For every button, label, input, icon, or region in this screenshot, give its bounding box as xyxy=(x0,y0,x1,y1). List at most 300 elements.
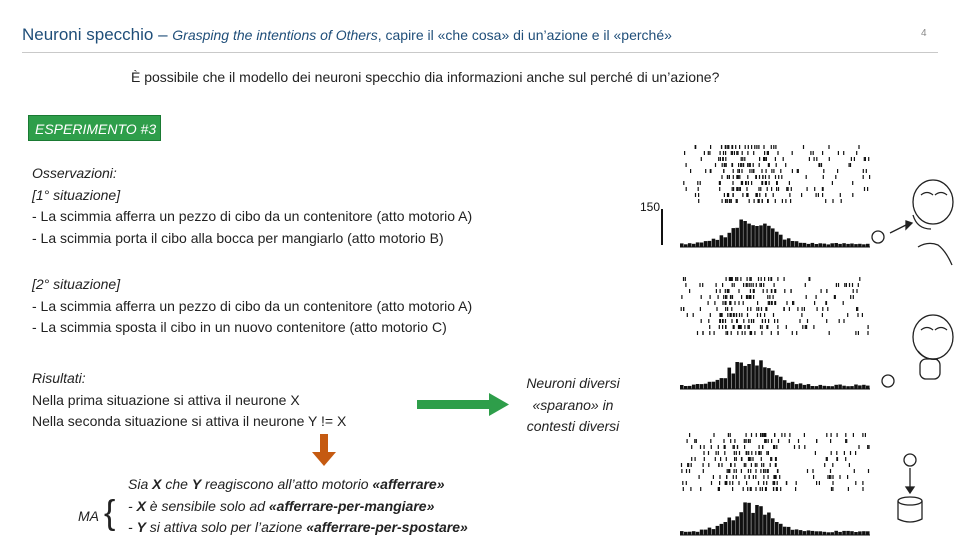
raster-spike xyxy=(774,283,775,287)
raster-spike xyxy=(847,475,848,479)
raster-spike xyxy=(737,175,738,179)
raster-spike xyxy=(734,439,735,443)
raster-spike xyxy=(732,277,733,281)
raster-spike xyxy=(736,199,737,203)
raster-spike xyxy=(758,451,759,455)
raster-spike xyxy=(736,475,737,479)
situation-1-line-2: - La scimmia porta il cibo alla bocca per mangiarlo (atto motorio B) xyxy=(32,229,444,246)
raster-spike xyxy=(773,481,774,485)
raster-spike xyxy=(749,277,750,281)
raster-spike xyxy=(750,457,751,461)
histogram-bar xyxy=(747,364,751,389)
situation-1-line-1: - La scimmia afferra un pezzo di cibo da un contenitore (atto motorio A) xyxy=(32,208,473,224)
histogram-bar xyxy=(771,518,775,535)
histogram-bar xyxy=(842,531,846,535)
raster-spike xyxy=(786,187,787,191)
raster-spike xyxy=(863,175,864,179)
raster-spike xyxy=(840,193,841,197)
raster-spike xyxy=(727,289,728,293)
raster-spike xyxy=(738,301,739,305)
raster-spike xyxy=(856,289,857,293)
raster-spike xyxy=(750,469,751,473)
raster-spike xyxy=(751,277,752,281)
histogram-bar xyxy=(720,378,724,389)
raster-spike xyxy=(806,175,807,179)
raster-spike xyxy=(746,433,747,437)
raster-spike xyxy=(862,433,863,437)
raster-spike xyxy=(865,157,866,161)
raster-spike xyxy=(780,169,781,173)
raster-spike xyxy=(763,283,764,287)
raster-spike xyxy=(789,439,790,443)
raster-spike xyxy=(824,463,825,467)
slide-number: 4 xyxy=(921,28,927,39)
histogram-bar xyxy=(735,228,739,247)
raster-spike xyxy=(780,487,781,491)
raster-spike xyxy=(831,487,832,491)
raster-spike xyxy=(747,313,748,317)
raster-spike xyxy=(773,487,774,491)
raster-spike xyxy=(698,187,699,191)
histogram-bar xyxy=(759,225,763,247)
raster-spike xyxy=(725,307,726,311)
raster-spike xyxy=(733,187,734,191)
raster-spike xyxy=(757,301,758,305)
raster-spike xyxy=(719,481,720,485)
histogram-bar xyxy=(739,220,743,248)
histogram-bar xyxy=(755,226,759,247)
raster-spike xyxy=(734,283,735,287)
raster-spike xyxy=(685,283,686,287)
histogram-bar xyxy=(700,384,704,389)
raster-spike xyxy=(777,181,778,185)
raster-spike xyxy=(773,445,774,449)
raster-spike xyxy=(716,307,717,311)
raster-spike xyxy=(711,445,712,449)
raster-spike xyxy=(781,433,782,437)
raster-spike xyxy=(836,451,837,455)
raster-spike xyxy=(750,163,751,167)
raster-spike xyxy=(762,487,763,491)
histogram-bar xyxy=(862,385,866,389)
raster-spike xyxy=(862,487,863,491)
raster-spike xyxy=(775,157,776,161)
raster-spike xyxy=(763,157,764,161)
neuron-recordings-figure xyxy=(638,137,960,540)
raster-spike xyxy=(760,487,761,491)
histogram-bar xyxy=(799,530,803,535)
raster-spike xyxy=(758,199,759,203)
raster-spike xyxy=(807,187,808,191)
histogram-bar xyxy=(751,225,755,247)
raster-spike xyxy=(753,151,754,155)
histogram-bar xyxy=(732,520,736,535)
raster-spike xyxy=(845,433,846,437)
raster-spike xyxy=(836,283,837,287)
histogram-bar xyxy=(850,531,854,535)
raster-spike xyxy=(739,169,740,173)
raster-spike xyxy=(697,331,698,335)
histogram-bar xyxy=(787,238,791,247)
histogram-bar xyxy=(795,529,799,535)
title-main: Neuroni specchio – xyxy=(22,25,173,44)
raster-spike xyxy=(796,481,797,485)
raster-spike xyxy=(703,469,704,473)
raster-spike xyxy=(754,289,755,293)
raster-spike xyxy=(773,313,774,317)
raster-spike xyxy=(774,433,775,437)
raster-spike xyxy=(782,199,783,203)
raster-spike xyxy=(742,157,743,161)
histogram-bar xyxy=(854,385,858,390)
raster-spike xyxy=(858,283,859,287)
raster-spike xyxy=(773,169,774,173)
raster-spike xyxy=(726,295,727,299)
raster-spike xyxy=(748,457,749,461)
raster-spike xyxy=(699,283,700,287)
histogram-bar xyxy=(704,241,708,247)
raster-spike xyxy=(720,319,721,323)
raster-spike xyxy=(709,325,710,329)
raster-spike xyxy=(750,487,751,491)
raster-spike xyxy=(766,481,767,485)
histogram-bar xyxy=(819,385,823,389)
raster-spike xyxy=(746,283,747,287)
raster-spike xyxy=(723,295,724,299)
raster-spike xyxy=(809,157,810,161)
raster-spike xyxy=(794,445,795,449)
raster-spike xyxy=(732,181,733,185)
raster-spike xyxy=(778,439,779,443)
situation-2-block xyxy=(32,274,472,339)
raster-spike xyxy=(721,463,722,467)
raster-spike xyxy=(732,487,733,491)
raster-spike xyxy=(701,319,702,323)
raster-spike xyxy=(764,439,765,443)
raster-spike xyxy=(759,283,760,287)
raster-spike xyxy=(750,307,751,311)
raster-spike xyxy=(721,145,722,149)
raster-spike xyxy=(751,169,752,173)
raster-spike xyxy=(765,319,766,323)
raster-spike xyxy=(763,463,764,467)
raster-spike xyxy=(751,433,752,437)
raster-spike xyxy=(687,463,688,467)
raster-spike xyxy=(743,283,744,287)
raster-spike xyxy=(769,301,770,305)
raster-spike xyxy=(683,181,684,185)
histogram-bar xyxy=(704,530,708,535)
raster-spike xyxy=(789,307,790,311)
raster-spike xyxy=(843,151,844,155)
raster-spike xyxy=(755,469,756,473)
histogram-bar xyxy=(724,522,728,535)
raster-spike xyxy=(767,289,768,293)
raster-spike xyxy=(704,457,705,461)
ma-line-3: - Y si attiva solo per l’azione «afferrare-per-spostare» xyxy=(128,519,468,535)
raster-spike xyxy=(686,187,687,191)
results-heading: Risultati: xyxy=(32,370,86,386)
raster-spike xyxy=(718,295,719,299)
raster-spike xyxy=(723,439,724,443)
histogram-bar xyxy=(767,513,771,536)
histogram-bar xyxy=(775,375,779,389)
raster-spike xyxy=(816,157,817,161)
raster-spike xyxy=(849,283,850,287)
raster-spike xyxy=(756,307,757,311)
raster-spike xyxy=(761,277,762,281)
raster-spike xyxy=(825,199,826,203)
raster-spike xyxy=(771,169,772,173)
raster-spike xyxy=(835,175,836,179)
histogram-bar xyxy=(755,366,759,390)
raster-spike xyxy=(744,445,745,449)
raster-spike xyxy=(737,277,738,281)
raster-spike xyxy=(832,199,833,203)
raster-spike xyxy=(726,475,727,479)
figure-background xyxy=(638,137,960,540)
raster-spike xyxy=(850,295,851,299)
raster-spike xyxy=(738,163,739,167)
raster-spike xyxy=(802,307,803,311)
raster-spike xyxy=(751,145,752,149)
raster-spike xyxy=(858,331,859,335)
raster-spike xyxy=(700,487,701,491)
raster-spike xyxy=(827,457,828,461)
raster-spike xyxy=(814,157,815,161)
raster-spike xyxy=(848,487,849,491)
raster-spike xyxy=(730,439,731,443)
raster-spike xyxy=(739,313,740,317)
raster-spike xyxy=(734,151,735,155)
raster-spike xyxy=(831,433,832,437)
raster-spike xyxy=(691,445,692,449)
histogram-bar xyxy=(751,360,755,389)
raster-spike xyxy=(799,445,800,449)
raster-spike xyxy=(868,445,869,449)
raster-spike xyxy=(810,151,811,155)
raster-spike xyxy=(754,331,755,335)
histogram-bar xyxy=(724,378,728,389)
experiment-badge: ESPERIMENTO #3 xyxy=(28,115,161,141)
raster-spike xyxy=(732,481,733,485)
histogram-bar xyxy=(783,380,787,389)
raster-spike xyxy=(839,475,840,479)
raster-spike xyxy=(819,481,820,485)
raster-spike xyxy=(761,331,762,335)
raster-spike xyxy=(704,151,705,155)
histogram-bar xyxy=(799,383,803,389)
question-text: È possibile che il modello dei neuroni specchio dia informazioni anche sul perché di un’azione? xyxy=(131,69,720,85)
raster-spike xyxy=(747,163,748,167)
raster-spike xyxy=(741,157,742,161)
raster-spike xyxy=(727,313,728,317)
raster-spike xyxy=(749,283,750,287)
raster-spike xyxy=(714,331,715,335)
raster-spike xyxy=(695,145,696,149)
raster-spike xyxy=(777,325,778,329)
raster-spike xyxy=(756,463,757,467)
observations-block xyxy=(32,163,472,249)
raster-spike xyxy=(729,175,730,179)
raster-spike xyxy=(740,277,741,281)
raster-spike xyxy=(741,325,742,329)
raster-spike xyxy=(758,481,759,485)
raster-spike xyxy=(805,283,806,287)
raster-spike xyxy=(852,283,853,287)
raster-spike xyxy=(722,319,723,323)
raster-spike xyxy=(761,169,762,173)
histogram-bar xyxy=(728,518,732,536)
raster-spike xyxy=(727,331,728,335)
raster-spike xyxy=(737,331,738,335)
raster-spike xyxy=(729,481,730,485)
raster-spike xyxy=(755,487,756,491)
raster-spike xyxy=(765,469,766,473)
raster-spike xyxy=(724,163,725,167)
raster-spike xyxy=(785,163,786,167)
raster-spike xyxy=(777,151,778,155)
raster-spike xyxy=(857,313,858,317)
raster-spike xyxy=(847,313,848,317)
raster-spike xyxy=(721,175,722,179)
raster-spike xyxy=(830,475,831,479)
raster-spike xyxy=(866,169,867,173)
histogram-bar xyxy=(739,363,743,390)
raster-spike xyxy=(743,319,744,323)
raster-spike xyxy=(741,295,742,299)
raster-spike xyxy=(708,319,709,323)
raster-spike xyxy=(747,295,748,299)
raster-spike xyxy=(695,457,696,461)
raster-spike xyxy=(726,277,727,281)
raster-spike xyxy=(775,175,776,179)
raster-spike xyxy=(744,475,745,479)
raster-spike xyxy=(746,481,747,485)
raster-spike xyxy=(856,307,857,311)
histogram-bar xyxy=(771,371,775,389)
raster-spike xyxy=(858,145,859,149)
histogram-bar xyxy=(795,384,799,389)
raster-spike xyxy=(725,157,726,161)
raster-spike xyxy=(733,475,734,479)
raster-spike xyxy=(731,307,732,311)
histogram-bar xyxy=(807,530,811,535)
histogram-bar xyxy=(838,385,842,390)
raster-spike xyxy=(747,151,748,155)
histogram-bar xyxy=(747,224,751,247)
raster-spike xyxy=(729,301,730,305)
raster-spike xyxy=(764,277,765,281)
raster-spike xyxy=(854,157,855,161)
raster-spike xyxy=(753,283,754,287)
raster-spike xyxy=(703,451,704,455)
raster-spike xyxy=(801,313,802,317)
raster-spike xyxy=(771,439,772,443)
raster-spike xyxy=(855,331,856,335)
raster-spike xyxy=(789,433,790,437)
raster-spike xyxy=(849,463,850,467)
raster-spike xyxy=(763,289,764,293)
raster-spike xyxy=(777,469,778,473)
raster-spike xyxy=(733,313,734,317)
raster-spike xyxy=(771,289,772,293)
title-divider xyxy=(22,52,938,53)
raster-spike xyxy=(813,325,814,329)
raster-spike xyxy=(735,277,736,281)
raster-spike xyxy=(804,445,805,449)
raster-spike xyxy=(867,331,868,335)
histogram-bar xyxy=(720,235,724,247)
histogram-bar xyxy=(759,360,763,389)
raster-spike xyxy=(775,457,776,461)
raster-spike xyxy=(766,169,767,173)
histogram-bar xyxy=(743,221,747,247)
raster-spike xyxy=(775,199,776,203)
raster-spike xyxy=(733,169,734,173)
raster-spike xyxy=(727,145,728,149)
raster-spike xyxy=(754,145,755,149)
raster-spike xyxy=(857,307,858,311)
raster-spike xyxy=(783,307,784,311)
situation-2-label: [2° situazione] xyxy=(32,276,121,292)
histogram-bar xyxy=(692,385,696,389)
raster-spike xyxy=(812,469,813,473)
raster-spike xyxy=(722,301,723,305)
raster-spike xyxy=(743,487,744,491)
raster-spike xyxy=(749,163,750,167)
raster-spike xyxy=(741,181,742,185)
raster-spike xyxy=(724,451,725,455)
raster-spike xyxy=(734,469,735,473)
raster-spike xyxy=(701,295,702,299)
raster-spike xyxy=(865,433,866,437)
raster-spike xyxy=(776,187,777,191)
raster-spike xyxy=(741,469,742,473)
histogram-bar xyxy=(712,529,716,535)
raster-spike xyxy=(798,439,799,443)
raster-spike xyxy=(728,193,729,197)
raster-spike xyxy=(743,301,744,305)
raster-spike xyxy=(832,487,833,491)
raster-spike xyxy=(754,199,755,203)
raster-spike xyxy=(816,295,817,299)
raster-spike xyxy=(799,319,800,323)
raster-spike xyxy=(747,175,748,179)
raster-spike xyxy=(771,187,772,191)
raster-spike xyxy=(741,313,742,317)
raster-spike xyxy=(759,163,760,167)
raster-spike xyxy=(744,157,745,161)
raster-spike xyxy=(804,433,805,437)
raster-spike xyxy=(790,289,791,293)
raster-spike xyxy=(832,463,833,467)
raster-spike xyxy=(855,451,856,455)
raster-spike xyxy=(771,457,772,461)
raster-spike xyxy=(868,469,869,473)
raster-spike xyxy=(749,169,750,173)
raster-spike xyxy=(868,157,869,161)
histogram-bar xyxy=(680,385,684,389)
raster-spike xyxy=(689,289,690,293)
raster-spike xyxy=(779,475,780,479)
raster-spike xyxy=(734,445,735,449)
histogram-bar xyxy=(803,385,807,389)
raster-spike xyxy=(760,433,761,437)
histogram-bar xyxy=(763,515,767,535)
raster-spike xyxy=(853,289,854,293)
raster-spike xyxy=(826,301,827,305)
